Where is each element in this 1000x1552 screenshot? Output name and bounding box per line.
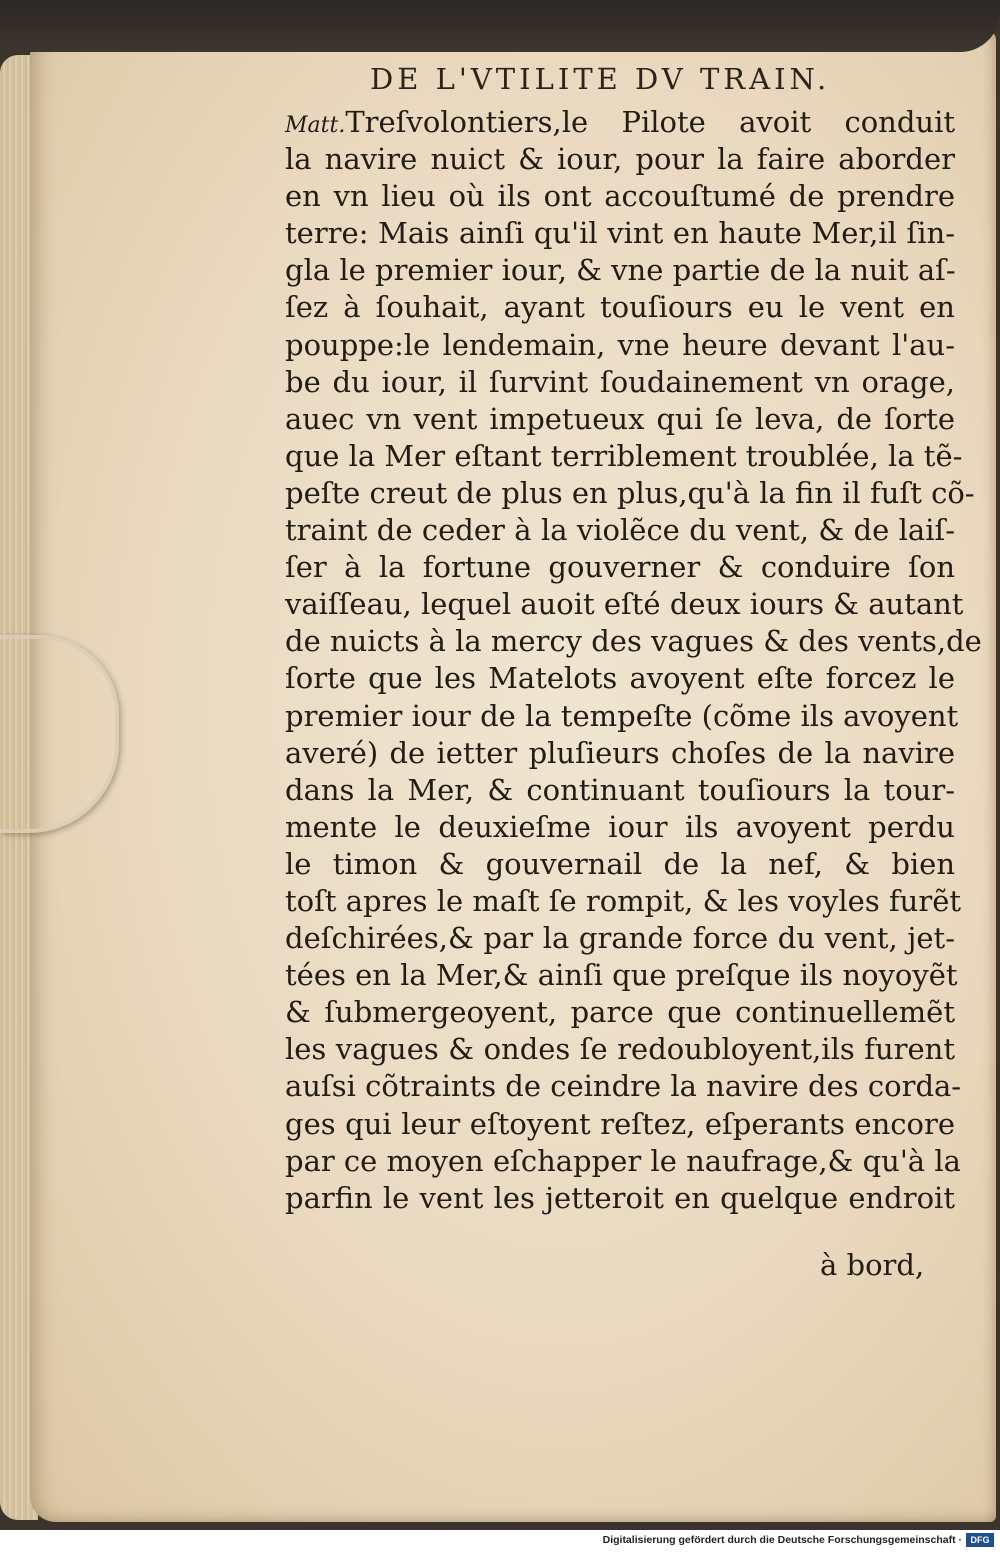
text-line: le timon & gouvernail de la nef, & bien: [285, 846, 955, 881]
text-line: pouppe:le lendemain, vne heure devant l'au-: [285, 327, 955, 362]
text-line: que la Mer eſtant terriblement troublée, la tẽ-: [285, 438, 963, 473]
text-line: be du iour, il ſurvint ſoudainement vn orage,: [285, 364, 955, 399]
text-line: en vn lieu où ils ont accouſtumé de prendre: [285, 179, 955, 214]
text-line: auſsi cõtraints de ceindre la navire des corda-: [285, 1069, 962, 1104]
footer-credit: Digitalisierung gefördert durch die Deutsche Forschungsgemeinschaft ·: [602, 1534, 962, 1546]
text-line: ſez à ſouhait, ayant touſiours eu le vent en: [285, 290, 955, 325]
text-line: parfin le vent les jetteroit en quelque endroit: [285, 1180, 955, 1215]
text-line: ſer à la fortune gouverner & conduire ſon: [285, 550, 955, 585]
text-line: dans la Mer, & continuant touſiours la tour-: [285, 772, 955, 807]
text-line: auec vn vent impetueux qui ſe leva, de ſorte: [285, 401, 955, 436]
top-shadow: [0, 0, 1000, 52]
text-line: averé) de ietter pluſieurs choſes de la navire: [285, 735, 955, 770]
text-line: de nuicts à la mercy des vagues & des vents,de: [285, 624, 982, 659]
running-head: DE L'VTILITE DV TRAIN.: [370, 62, 831, 96]
text-line: peſte creut de plus en plus,qu'à la fin il fuſt cõ-: [285, 475, 975, 510]
dfg-logo: DFG: [966, 1533, 994, 1547]
body-text: [285, 104, 982, 1217]
text-line: traint de ceder à la violẽce du vent, & de laiſ-: [285, 513, 955, 548]
text-line: gla le premier iour, & vne partie de la nuit aſ-: [285, 253, 956, 288]
text-line: tées en la Mer,& ainſi que preſque ils noyoyẽt: [285, 958, 958, 993]
text-line: toſt apres le maſt ſe rompit, & les voyles furẽt: [285, 883, 962, 918]
text-line: terre: Mais ainſi qu'il vint en haute Mer,il ſin-: [285, 216, 955, 251]
text-line: Matt.Treſvolontiers,le Pilote avoit conduit: [285, 105, 955, 139]
text-line: deſchirées,& par la grande force du vent, jet-: [285, 921, 955, 956]
text-line: ſorte que les Matelots avoyent eſte forcez le: [285, 661, 955, 696]
speaker-label: Matt.: [285, 113, 346, 138]
text-line: premier iour de la tempeſte (cõme ils avoyent: [285, 698, 959, 733]
text-line: ges qui leur eſtoyent reſtez, eſperants encore: [285, 1106, 955, 1141]
text-line: par ce moyen eſchapper le naufrage,& qu'à la: [285, 1143, 961, 1178]
catchword: à bord,: [820, 1248, 925, 1282]
text-line: vaiſſeau, lequel auoit eſté deux iours & autant: [285, 587, 964, 622]
text-line: & ſubmergeoyent, parce que continuellemẽt: [285, 995, 955, 1030]
text-line: les vagues & ondes ſe redoubloyent,ils furent: [285, 1032, 955, 1067]
text-line: la navire nuict & iour, pour la faire aborder: [285, 142, 955, 177]
text-line: mente le deuxieſme iour ils avoyent perdu: [285, 809, 955, 844]
